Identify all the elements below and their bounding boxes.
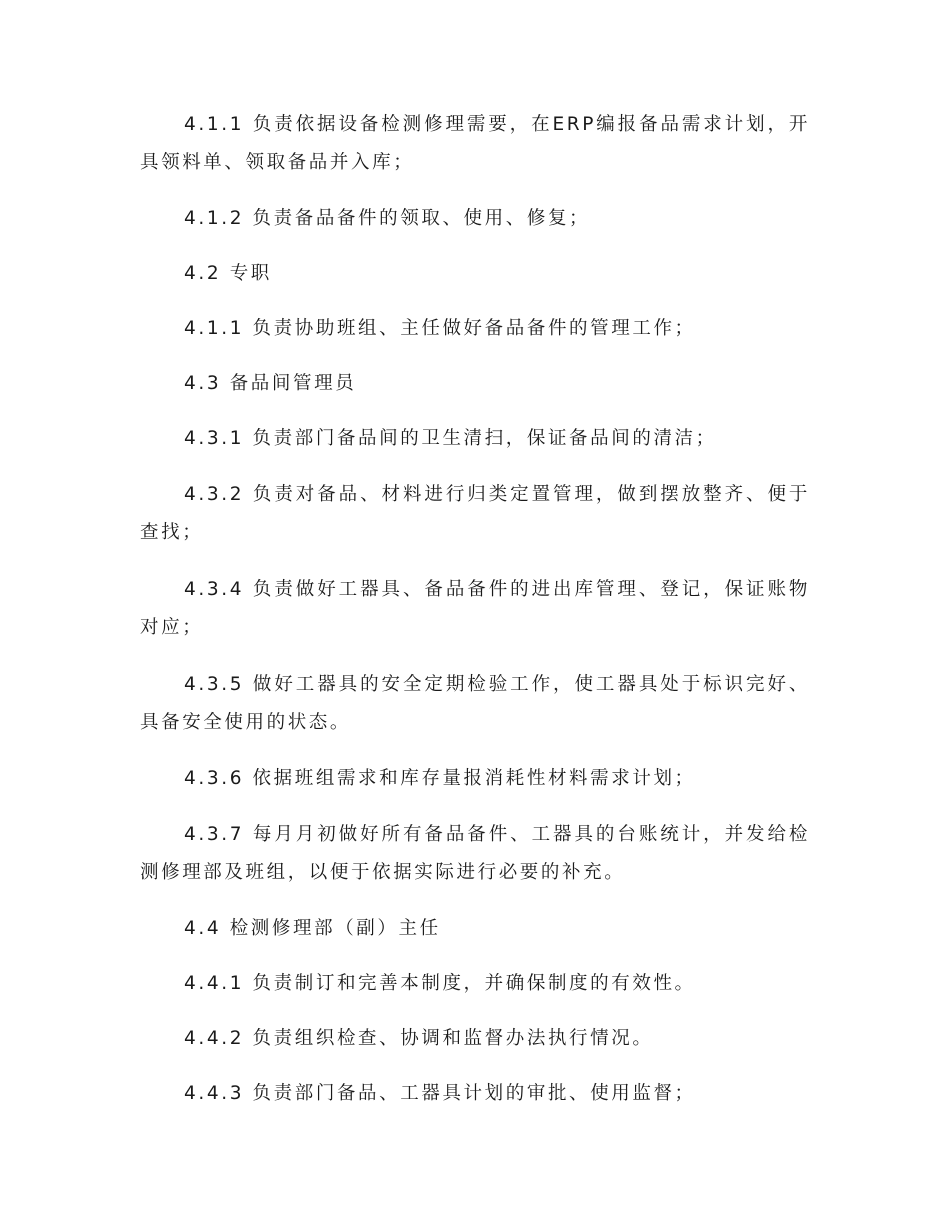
paragraph-4-3-7-monthly-ledger: 4.3.7 每月月初做好所有备品备件、工器具的台账统计，并发给检测修理部及班组，以便于依据实际进行必要的补充。	[140, 824, 810, 883]
paragraph-4-4-2-supervision: 4.4.2 负责组织检查、协调和监督办法执行情况。	[184, 1028, 654, 1049]
heading-4-4-deputy-director: 4.4 检测修理部（副）主任	[184, 918, 441, 939]
paragraph-4-4-1-system-formulation: 4.4.1 负责制订和完善本制度，并确保制度的有效性。	[184, 973, 696, 994]
document-body	[140, 106, 810, 1131]
paragraph-4-3-5-safety-inspection: 4.3.5 做好工器具的安全定期检验工作，使工器具处于标识完好、具备安全使用的状态。	[140, 674, 810, 733]
paragraph-4-3-1-cleaning: 4.3.1 负责部门备品间的卫生清扫，保证备品间的清洁；	[184, 428, 717, 449]
paragraph-4-4-3-plan-approval: 4.4.3 负责部门备品、工器具计划的审批、使用监督；	[184, 1083, 696, 1104]
paragraph-4-3-4-inventory: 4.3.4 负责做好工器具、备品备件的进出库管理、登记，保证账物对应；	[140, 579, 810, 638]
heading-4-2-full-time: 4.2 专职	[184, 263, 272, 284]
paragraph-4-3-2-classification: 4.3.2 负责对备品、材料进行归类定置管理，做到摆放整齐、便于查找；	[140, 484, 810, 543]
paragraph-4-1-1-assist-team: 4.1.1 负责协助班组、主任做好备品备件的管理工作；	[184, 318, 696, 339]
paragraph-4-1-1-erp-plan: 4.1.1 负责依据设备检测修理需要，在ERP编报备品需求计划，开具领料单、领取备品并入库；	[140, 114, 810, 173]
paragraph-4-3-6-consumables-plan: 4.3.6 依据班组需求和库存量报消耗性材料需求计划；	[184, 768, 696, 789]
paragraph-4-1-2-spare-parts-use: 4.1.2 负责备品备件的领取、使用、修复；	[184, 208, 591, 229]
heading-4-3-storeroom-manager: 4.3 备品间管理员	[184, 373, 357, 394]
